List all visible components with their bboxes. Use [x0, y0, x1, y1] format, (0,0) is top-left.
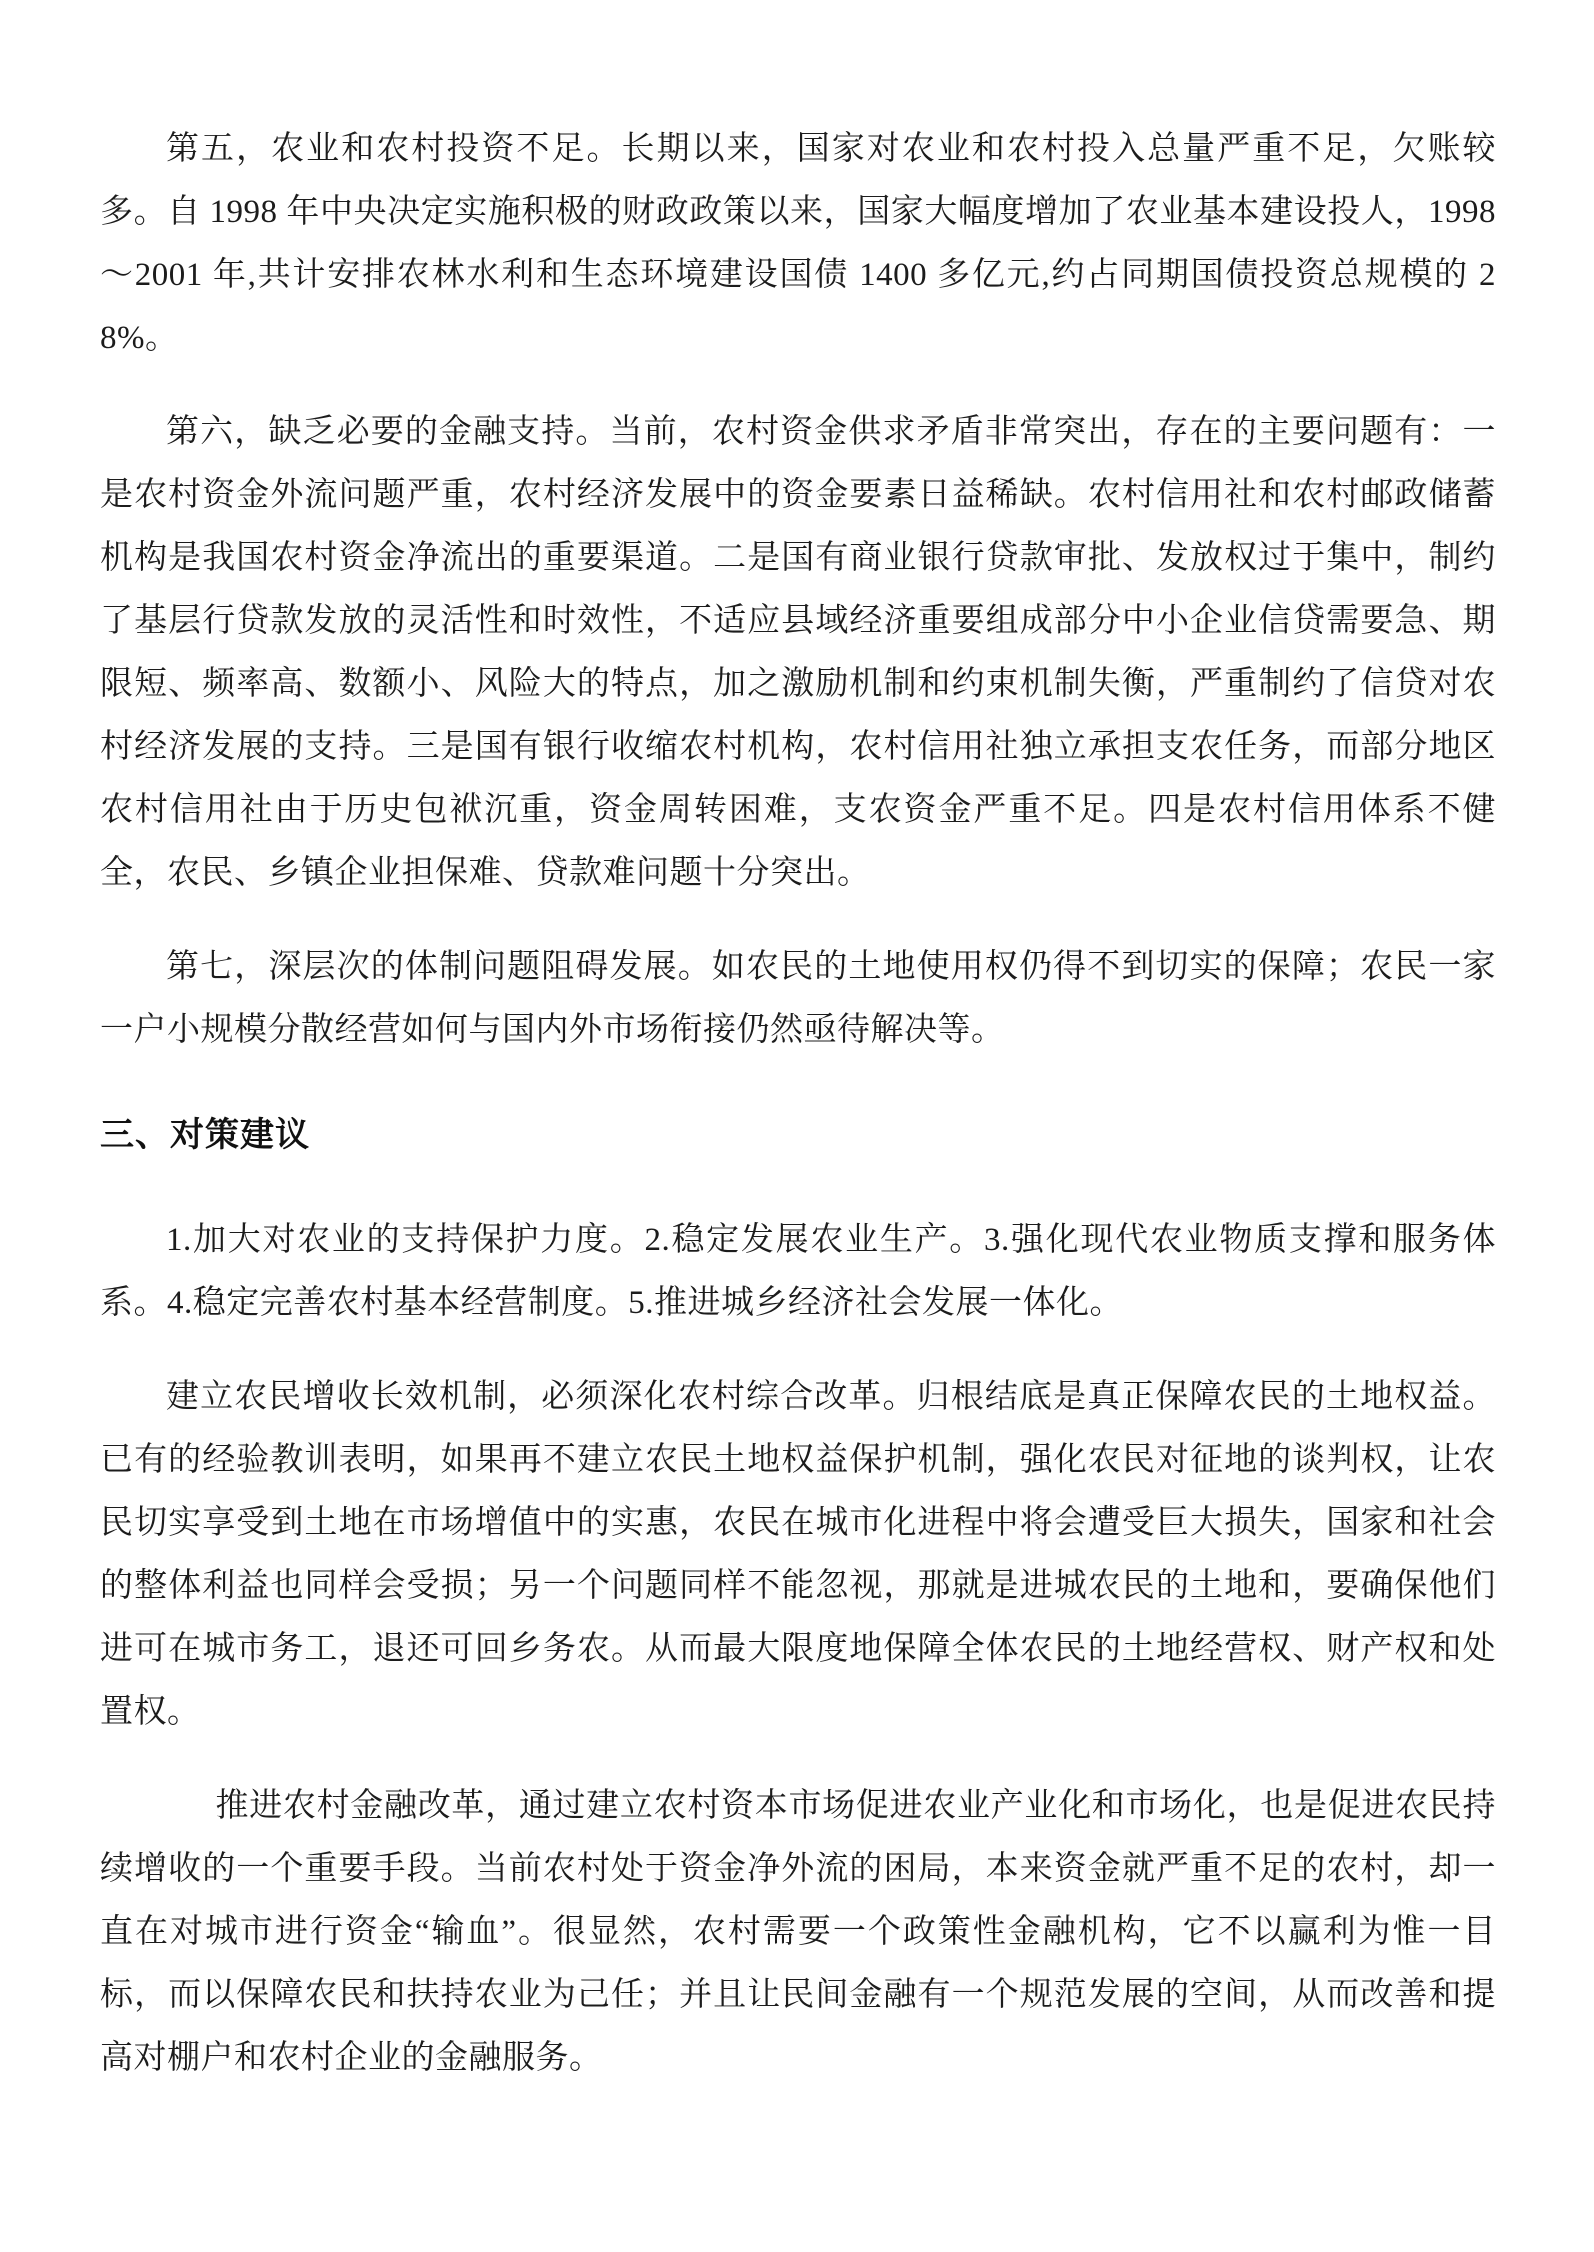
paragraph-rural-finance-reform: 推进农村金融改革，通过建立农村资本市场促进农业产业化和市场化，也是促进农民持续增收的一个重要手段。当前农村处于资金净外流的困局，本来资金就严重不足的农村，却一直在对城市进行资金“输血”。很显然，农村需要一个政策性金融机构，它不以赢利为惟一目标，而以保障农民和扶持农业为己任；并且让民间金融有一个规范发展的空间，从而改善和提高对棚户和农村企业的金融服务。 [100, 1788, 1496, 2076]
paragraph-fifth-investment-shortage: 第五，农业和农村投资不足。长期以来，国家对农业和农村投入总量严重不足，欠账较多。自 1998 年中央决定实施积极的财政政策以来，国家大幅度增加了农业基本建设投人，1998～2001 年,共计安排农林水利和生态环境建设国债 1400 多亿元,约占同期国债投资总规模的 28%。 [100, 131, 1496, 356]
paragraph-measures-list: 1.加大对农业的支持保护力度。2.稳定发展农业生产。3.强化现代农业物质支撑和服务体系。4.稳定完善农村基本经营制度。5.推进城乡经济社会发展一体化。 [100, 1222, 1496, 1321]
section-heading-countermeasures: 三、对策建议 [100, 1116, 310, 1154]
paragraph-seventh-institutional-problems: 第七，深层次的体制问题阻碍发展。如农民的土地使用权仍得不到切实的保障；农民一家一户小规模分散经营如何与国内外市场衔接仍然亟待解决等。 [100, 949, 1496, 1048]
paragraph-sixth-financial-support: 第六，缺乏必要的金融支持。当前，农村资金供求矛盾非常突出，存在的主要问题有：一是农村资金外流问题严重，农村经济发展中的资金要素日益稀缺。农村信用社和农村邮政储蓄机构是我国农村资金净流出的重要渠道。二是国有商业银行贷款审批、发放权过于集中，制约了基层行贷款发放的灵活性和时效性，不适应县域经济重要组成部分中小企业信贷需要急、期限短、频率高、数额小、风险大的特点，加之激励机制和约束机制失衡，严重制约了信贷对农村经济发展的支持。三是国有银行收缩农村机构，农村信用社独立承担支农任务，而部分地区农村信用社由于历史包袱沉重，资金周转困难，支农资金严重不足。四是农村信用体系不健全，农民、乡镇企业担保难、贷款难问题十分突出。 [100, 414, 1496, 891]
paragraph-land-rights-reform: 建立农民增收长效机制，必须深化农村综合改革。归根结底是真正保障农民的土地权益。已有的经验教训表明，如果再不建立农民土地权益保护机制，强化农民对征地的谈判权，让农民切实享受到土地在市场增值中的实惠，农民在城市化进程中将会遭受巨大损失，国家和社会的整体利益也同样会受损；另一个问题同样不能忽视，那就是进城农民的土地和，要确保他们进可在城市务工，退还可回乡务农。从而最大限度地保障全体农民的土地经营权、财产权和处置权。 [100, 1379, 1496, 1730]
